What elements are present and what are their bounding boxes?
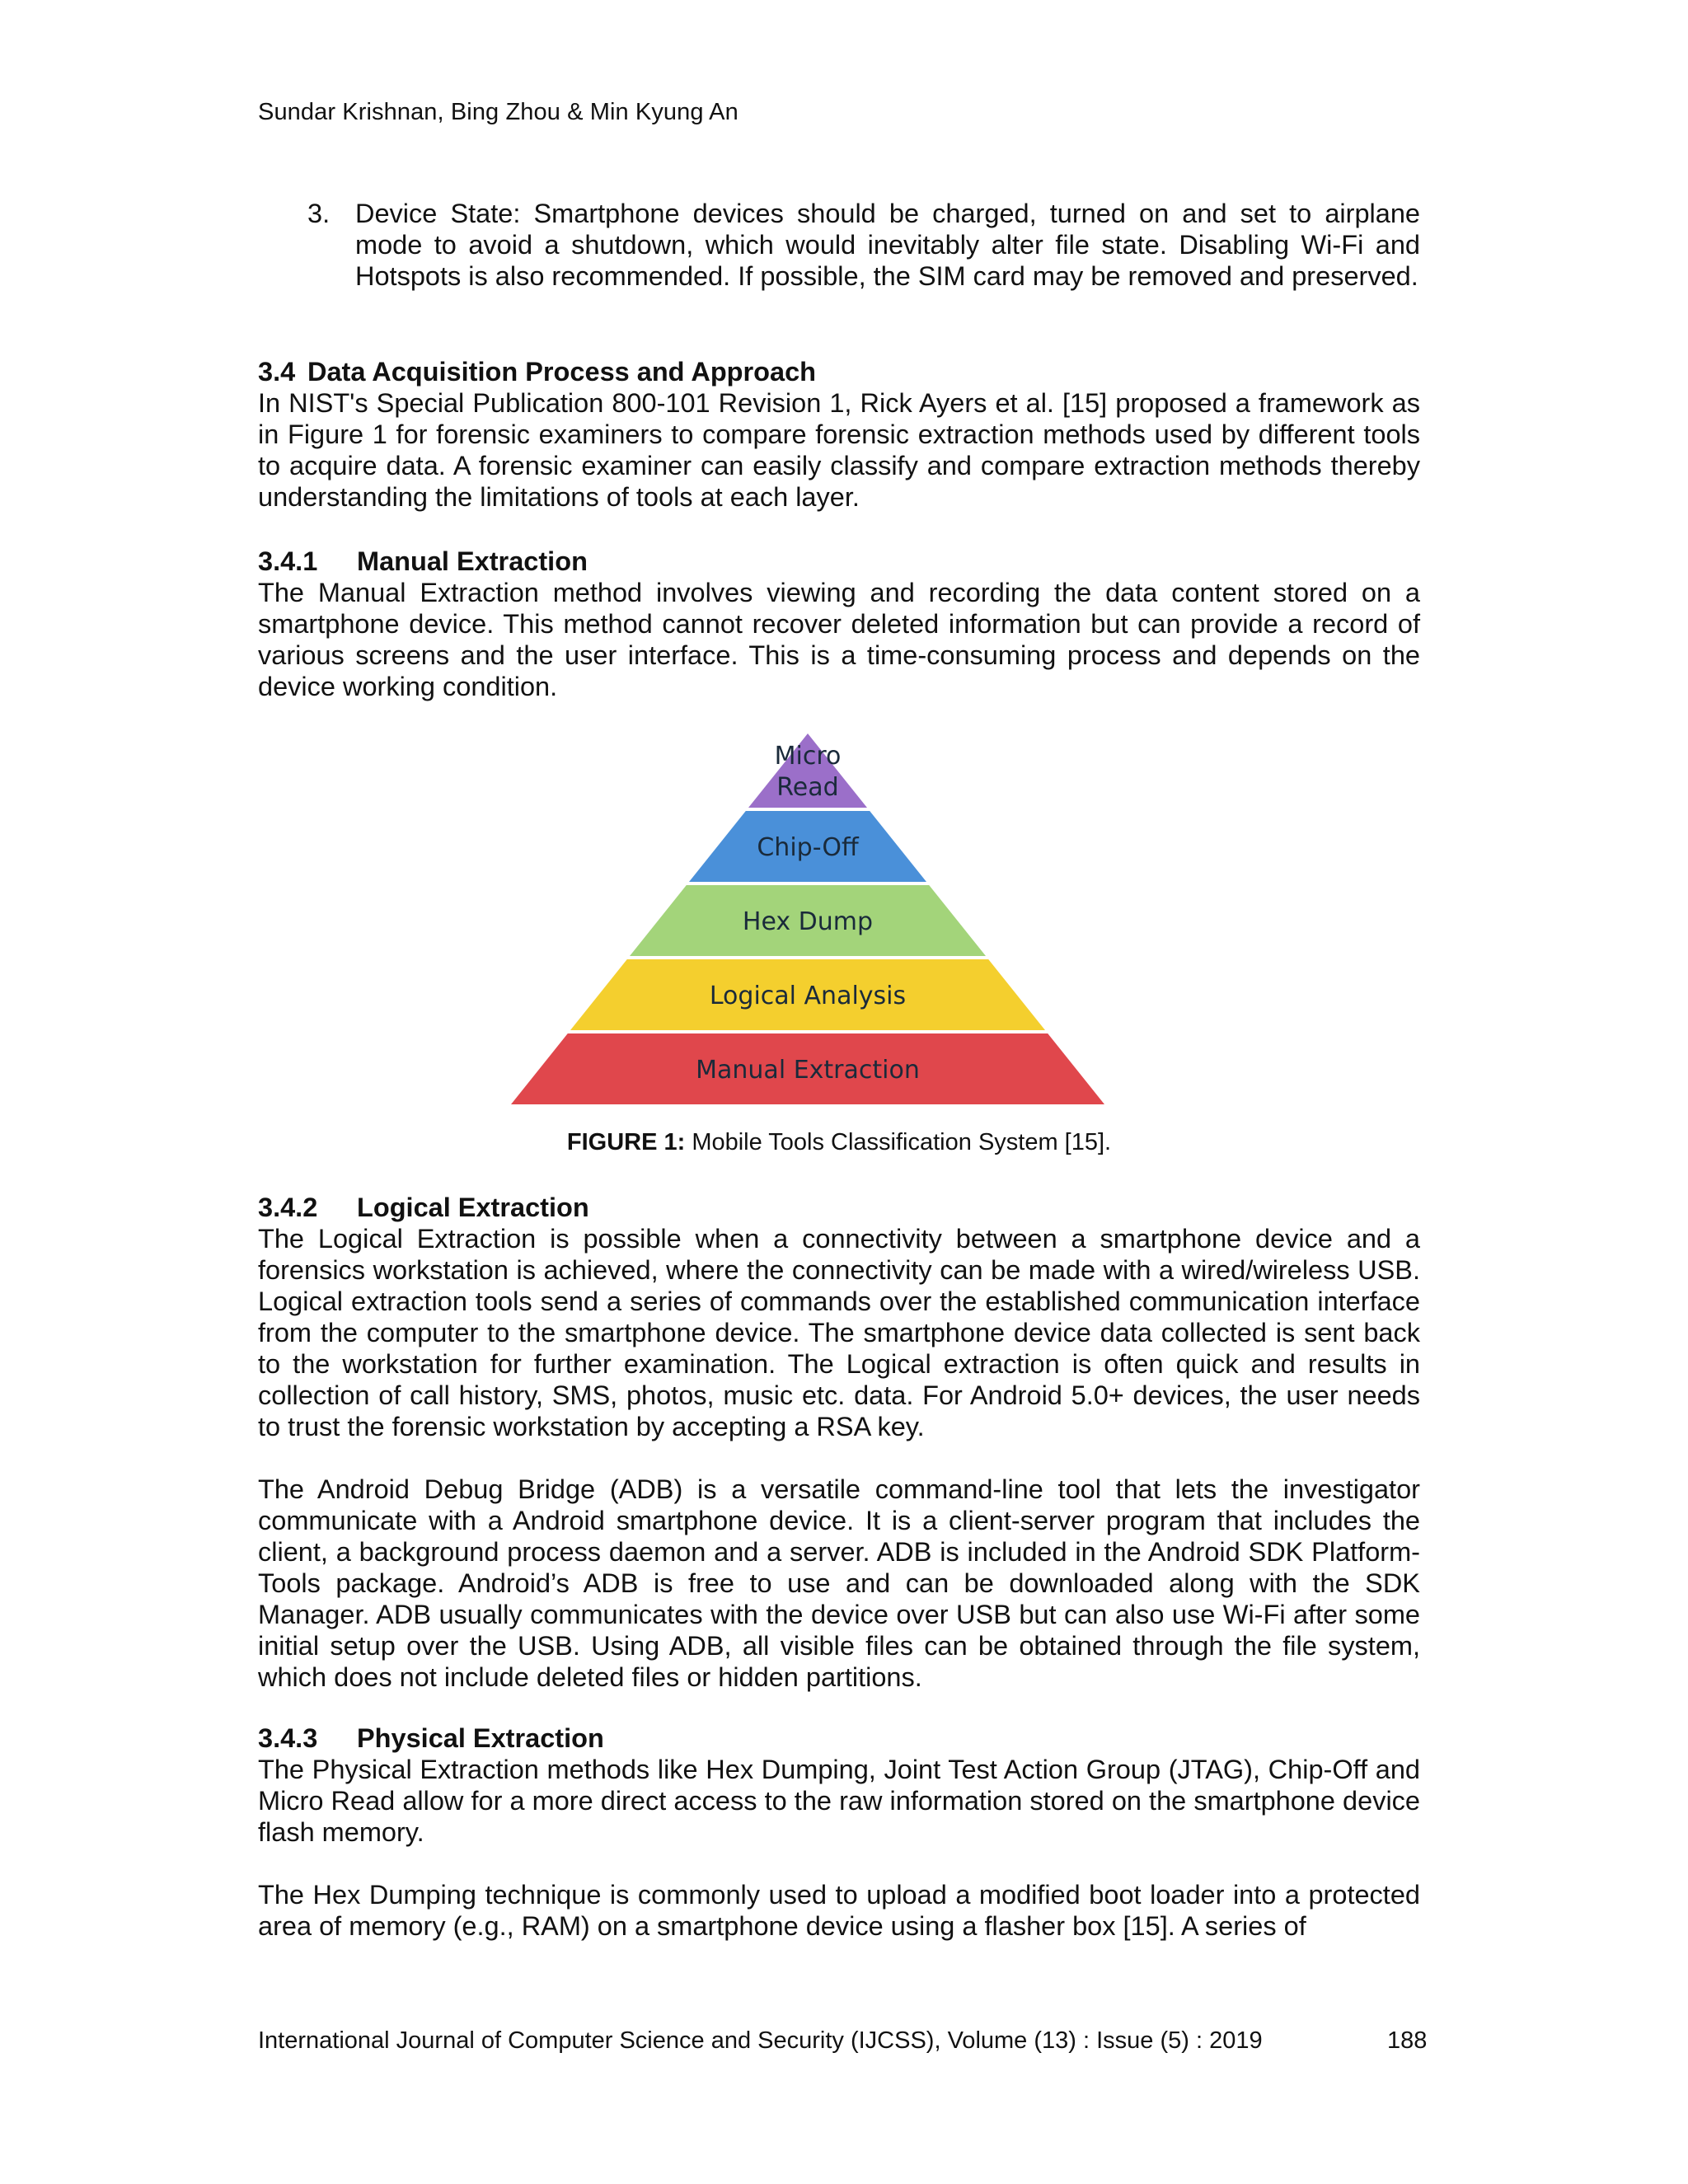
section-paragraph: The Hex Dumping technique is commonly used to upload a modified boot loader into a protected area of memory (e.g., RAM) on a smartphone device using a flasher box [15]. A series of xyxy=(258,1880,1420,1941)
section-number: 3.4.2 xyxy=(258,1193,318,1222)
pyramid-layer-label: Chip-Off xyxy=(757,833,859,862)
list-number: 3. xyxy=(307,199,331,228)
section-heading-3-4 xyxy=(258,356,1420,387)
figure-caption xyxy=(258,1129,1420,1156)
pyramid-layer-label: Micro xyxy=(774,742,842,771)
section-heading-3-4-3 xyxy=(258,1722,1420,1754)
section-paragraph: In NIST's Special Publication 800-101 Revision 1, Rick Ayers et al. [15] proposed a framework as in Figure 1 for forensic examiners to compare forensic extraction methods used by different tools to acquire data. A forensic examiner can easily classify and compare extraction methods thereby understanding the limitations of tools at each layer. xyxy=(258,388,1420,512)
caption-label: FIGURE 1: xyxy=(566,1129,686,1155)
pyramid-figure xyxy=(503,725,1113,1121)
caption-text: Mobile Tools Classification System [15]. xyxy=(685,1129,1112,1155)
section-paragraph: The Logical Extraction is possible when a connectivity between a smartphone device and a forensics workstation is achieved, where the connectivity can be made with a wired/wireless USB. Logical extraction tools send a series of commands over the established communication interface from the computer to the smartphone device. The smartphone device data collected is sent back to the workstation for further examination. The Logical extraction is often quick and results in collection of call history, SMS, photos, music etc. data. For Android 5.0+ devices, the user needs to trust the forensic workstation by accepting a RSA key. xyxy=(258,1224,1420,1441)
pyramid-layer-label: Read xyxy=(776,773,839,802)
section-title: Data Acquisition Process and Approach xyxy=(307,357,817,387)
section-3-4-2 xyxy=(258,1192,1420,1693)
section-3-4-1 xyxy=(258,546,1420,702)
list-text: Device State: Smartphone devices should be charged, turned on and set to airplane mode to avoid a shutdown, which would inevitably alter file state. Disabling Wi-Fi and Hotspots is also recommended. If possible, the SIM card may be removed and preserved. xyxy=(355,199,1420,291)
section-number: 3.4.1 xyxy=(258,546,318,576)
section-title: Logical Extraction xyxy=(357,1193,589,1222)
section-title: Manual Extraction xyxy=(357,546,588,576)
pyramid-layer-label: Manual Extraction xyxy=(696,1056,920,1085)
pyramid-layer-label: Logical Analysis xyxy=(709,982,907,1010)
section-number: 3.4 xyxy=(258,357,296,387)
list-item-device-state xyxy=(307,198,1420,292)
section-title: Physical Extraction xyxy=(357,1723,604,1753)
section-3-4 xyxy=(258,356,1420,513)
section-heading-3-4-2 xyxy=(258,1192,1420,1223)
section-paragraph: The Manual Extraction method involves viewing and recording the data content stored on a smartphone device. This method cannot recover deleted information but can provide a record of various screens and the user interface. This is a time-consuming process and depends on the device working condition. xyxy=(258,578,1420,701)
section-paragraph: The Android Debug Bridge (ADB) is a versatile command-line tool that lets the investigator communicate with a Android smartphone device. It is a client-server program that includes the client, a background process daemon and a server. ADB is included in the Android SDK Platform-Tools package. Android’s ADB is free to use and can be downloaded along with the SDK Manager. ADB usually communicates with the device over USB but can also use Wi-Fi after some initial setup over the USB. Using ADB, all visible files can be obtained through the file system, which does not include deleted files or hidden partitions. xyxy=(258,1474,1420,1692)
pyramid-layer-label: Hex Dump xyxy=(742,907,874,936)
section-number: 3.4.3 xyxy=(258,1723,318,1753)
section-heading-3-4-1 xyxy=(258,546,1420,577)
section-paragraph: The Physical Extraction methods like Hex Dumping, Joint Test Action Group (JTAG), Chip-Off and Micro Read allow for a more direct access to the raw information stored on the smartphone device flash memory. xyxy=(258,1755,1420,1847)
section-3-4-3 xyxy=(258,1722,1420,1942)
footer-journal: International Journal of Computer Science and Security (IJCSS), Volume (13) : Issue (5) : 2019 xyxy=(258,2027,1263,2054)
running-head: Sundar Krishnan, Bing Zhou & Min Kyung An xyxy=(258,99,738,125)
page-number: 188 xyxy=(1387,2027,1428,2054)
